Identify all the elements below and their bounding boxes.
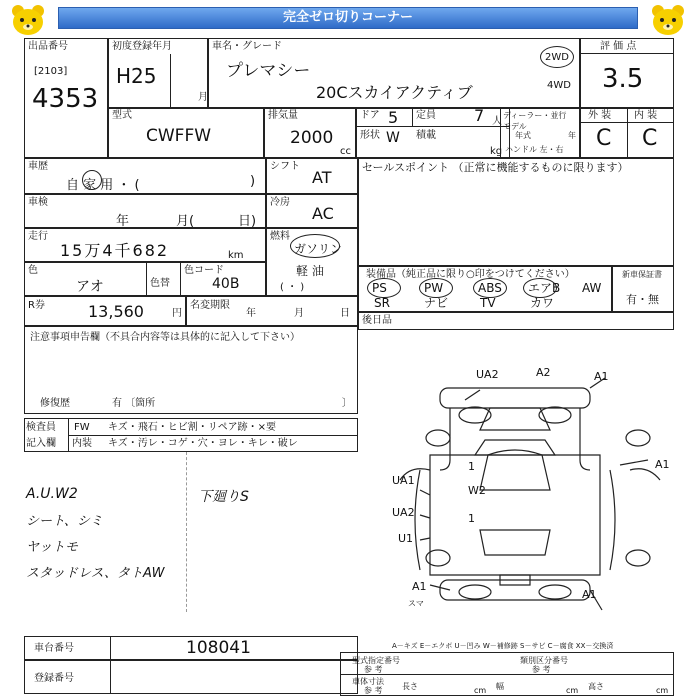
load-label: 積載 [416,130,436,141]
footer-cm2: cm [566,686,579,695]
inspection-year: 年 [116,214,130,229]
equipment-item2-1: ナビ [424,296,449,310]
car-label: 車名・グレード [212,41,282,52]
namechange-label: 名変期限 [190,300,230,311]
diagram-label-0: UA2 [476,368,499,381]
footer-class: 類別区分番号 [520,656,568,665]
mileage-label: 走行 [28,231,48,242]
footer-ref2: 参 考 [532,665,551,674]
diagram-label-7: U1 [398,532,414,545]
equipment-item-3: エアB [528,281,561,295]
recycle-label: R券 [28,300,45,311]
equipment-item2-3: カワ [530,296,555,310]
model-value: CWFFW [146,126,212,146]
ac-value: AC [312,204,334,223]
car-grade: 20Cスカイアクティブ [316,83,473,102]
checker-fw-items: キズ・飛石・ヒビ割・リペア跡・×要 [108,422,276,433]
inspection-day: 日) [238,214,257,229]
equipment-circle-1 [419,278,453,298]
warranty-value: 有・無 [626,293,659,306]
shape-value: W [386,130,400,146]
history-label: 車歴 [28,161,48,172]
history-text: 自 家 用 ・ ( [66,178,140,193]
chassis-value: 108041 [186,638,251,658]
handnote-3: ヤットモ [26,540,79,555]
checker-int-items: キズ・汚レ・コゲ・穴・ヨレ・キレ・破レ [108,438,298,449]
fuel-gas: ガソリン [294,242,343,256]
int-label: 内 装 [634,110,658,121]
dealer-year: 年式 [515,131,531,140]
plate-box [24,660,358,694]
checker-int: 内装 [72,438,92,449]
mileage-value: 15万4千682 [60,241,170,260]
equipment-item-0: PS [372,281,387,295]
ext-value: C [596,126,612,151]
reg-label: 初度登録年月 [112,41,172,52]
chassis-label: 車台番号 [34,643,74,654]
equipment-circle-3 [523,278,557,298]
fuel-diesel: 軽 油 [296,264,324,278]
footer-spec: 型式指定番号 [352,656,400,665]
car-name: プレマシー [226,61,311,81]
footer-ref3: 参 考 [364,686,383,695]
diagram-label-5: W2 [468,484,486,497]
checker-label-2: 記入欄 [26,438,56,449]
warranty-label: 新車保証書 [622,270,662,279]
dealer-label: ディーラー・並行 [503,111,567,120]
equipment-circle-0 [367,278,401,298]
namechange-day: 日 [340,308,350,319]
doors-value: 5 [388,108,399,127]
ac-label: 冷房 [270,197,290,208]
notes-repair-val: 有 〔箇所 [112,398,156,409]
diagram-label-10: スマ [408,599,424,608]
sales-box [358,158,674,266]
notes-label: 注意事項申告欄（不具合内容等は具体的に記入して下さい） [30,332,300,343]
history-close: ) [250,174,256,189]
ext-label: 外 装 [588,110,612,121]
equipment-circle-2 [473,278,507,298]
color-no-label: 色替 [150,278,170,289]
lot-small: [2103] [34,66,68,77]
engine-value: 2000 [290,128,334,148]
sales-label: セールスポイント （正常に機能するものに限ります） [362,161,629,174]
diagram-label-3: A1 [655,458,670,471]
mascot-left-icon [8,3,48,37]
diagram-label-4: UA1 [392,474,415,487]
footer-ref: 参 考 [364,665,383,674]
seats-unit: 人 [492,116,502,127]
equipment-item-4: AW [582,281,602,295]
legend: A－キズ E－エクボ U－凹み W－補修跡 S－サビ C－腐食 XX－交換済 [392,642,614,650]
footer-wid: 幅 [496,682,504,691]
diagram-mark-2: 1 [468,512,475,525]
footer-len: 長さ [402,682,418,691]
page-banner: 完全ゼロ切りコーナー [58,7,638,29]
lot-label: 出品番号 [28,41,68,52]
checker-fw: FW [74,422,90,433]
inspection-label: 車検 [28,197,48,208]
history-circle [82,170,102,190]
fuel-circle [290,234,343,258]
fuel-label: 燃料 [270,231,290,242]
engine-unit: cc [340,146,351,157]
namechange-month: 月 [294,308,304,319]
equipment-item2-2: TV [480,296,496,310]
drive-2wd: 2WD [545,52,569,63]
engine-label: 排気量 [268,110,298,121]
plate-label: 登録番号 [34,673,74,684]
int-value: C [642,126,658,151]
recycle-unit: 円 [172,308,182,319]
color-code-label: 色コード [184,265,224,276]
footer-hgt: 高さ [588,682,604,691]
diagram-label-1: A2 [536,366,551,379]
score-value: 3.5 [602,64,644,94]
shape-label: 形状 [360,130,380,141]
checker-label-1: 検査員 [26,422,56,433]
reg-month-unit: 月 [198,92,208,103]
notes-repair-close: 〕 [342,398,352,409]
handnote-1: A.U.W2 [26,486,78,502]
handnote-4: スタッドレス、タトAW [26,566,165,581]
color-code: 40B [212,276,240,292]
diagram-label-9: A1 [582,588,597,601]
rear-box [358,312,674,330]
reg-era: H25 [116,64,157,88]
equipment-item-2: ABS [478,281,502,295]
inspection-box [24,194,266,228]
seats-label: 定員 [416,110,436,121]
equipment-label: 装備品（純正品に限り○印をつけてください） [366,269,575,280]
shift-value: AT [312,168,332,187]
diagram-mark-1: 1 [468,460,475,473]
diagram-label-2: A1 [594,370,609,383]
load-unit: kg [490,146,503,157]
equipment-item-1: PW [424,281,444,295]
color-label: 色 [28,265,38,276]
seats-value: 7 [474,106,485,125]
footer-size: 車体寸法 [352,677,384,686]
dealer-model: モデル [503,122,527,131]
score-label: 評 価 点 [600,41,637,52]
diagram-label-6: UA2 [392,506,415,519]
diagram-label-8: A1 [412,580,427,593]
model-label: 型式 [112,110,132,121]
inspection-month: 月( [176,214,195,229]
footer-cm3: cm [656,686,669,695]
mascot-right-icon [648,3,688,37]
color-value: アオ [76,279,104,295]
equipment-item2-0: SR [374,296,390,310]
notes-repair: 修復歴 [40,398,70,409]
mileage-unit: km [228,250,244,261]
handnote-2: シート、シミ [26,514,103,529]
shift-label: シフト [270,161,300,172]
history-box [24,158,266,194]
dealer-handle: ハンドル 左・右 [505,145,564,154]
dealer-year-unit: 年 [568,131,576,140]
doors-label: ドア [360,110,380,121]
lot-number: 4353 [32,84,99,114]
footer-cm1: cm [474,686,487,695]
fuel-paren: ( ・ ) [280,282,305,293]
handnote-right: 下廻りS [198,489,249,505]
drive-4wd: 4WD [547,80,571,91]
namechange-year: 年 [246,308,256,319]
recycle-value: 13,560 [88,302,144,321]
rear-label: 後日品 [362,315,392,326]
